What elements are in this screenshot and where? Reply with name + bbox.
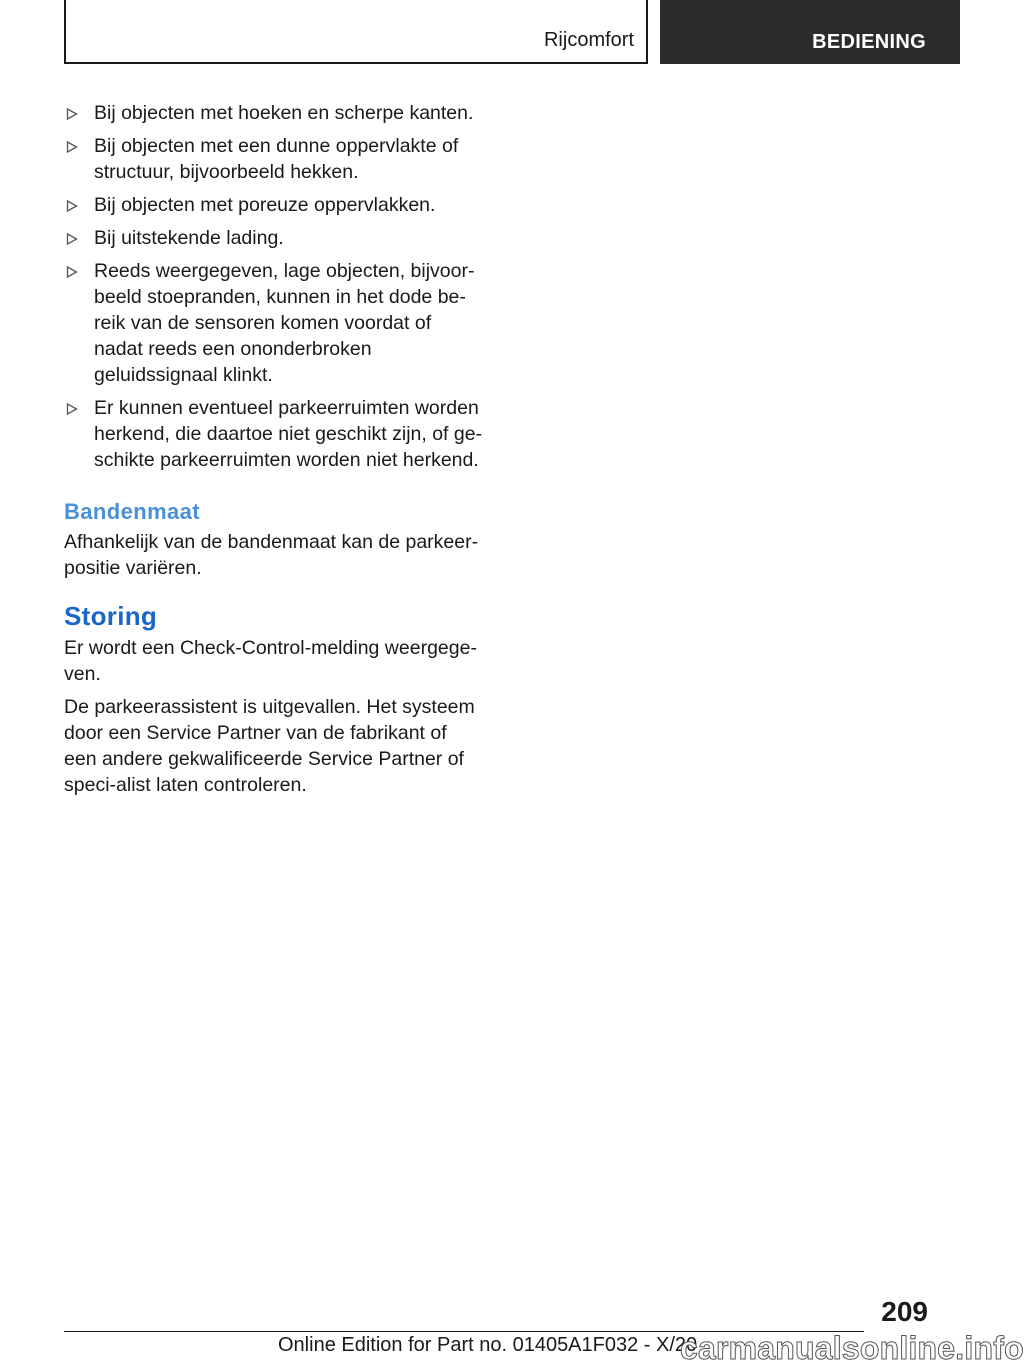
list-item-text: Reeds weergegeven, lage objecten, bijvoor-beeld stoepranden, kunnen in het dode be-reik van de sensoren komen voordat of nadat reeds een ononderbroken geluidssignaal klinkt. — [94, 260, 475, 386]
storing-heading: Storing — [64, 601, 158, 631]
storing-paragraph: Er wordt een Check-Control-melding weergege-ven. — [64, 637, 477, 685]
header-section-box — [64, 0, 648, 64]
list-item — [64, 225, 484, 251]
list-item-text: Bij uitstekende lading. — [94, 227, 284, 249]
list-item-text: Bij objecten met een dunne oppervlakte of structuur, bijvoorbeeld hekken. — [94, 135, 459, 183]
list-item-text: Er kunnen eventueel parkeerruimten worden herkend, die daartoe niet geschikt zijn, of ge-schikte parkeerruimten worden niet herkend. — [94, 397, 483, 471]
list-item — [64, 100, 484, 126]
list-item-text: Bij objecten met poreuze oppervlakken. — [94, 194, 436, 216]
list-item — [64, 133, 484, 185]
triangle-right-outline-icon — [66, 233, 78, 245]
bandenmaat-heading: Bandenmaat — [64, 499, 201, 524]
edition-text: Online Edition for Part no. 01405A1F032 - X/20 — [278, 1334, 698, 1356]
triangle-right-outline-icon — [66, 403, 78, 415]
bandenmaat-text: Afhankelijk van de bandenmaat kan de parkeer-positie variëren. — [64, 531, 479, 579]
chapter-title: BEDIENING — [812, 31, 926, 53]
watermark: carmanualsonline.info — [680, 1330, 1024, 1366]
limitations-list — [64, 100, 484, 473]
page-number: 209 — [881, 1296, 928, 1327]
list-item — [64, 192, 484, 218]
storing-paragraph: De parkeerassistent is uitgevallen. Het systeem door een Service Partner van de fabrikant of een andere gekwalificeerde Service Partner of speci-alist laten controleren. — [64, 696, 475, 796]
triangle-right-outline-icon — [66, 200, 78, 212]
main-content — [64, 100, 484, 805]
list-item-text: Bij objecten met hoeken en scherpe kanten. — [94, 102, 474, 124]
list-item — [64, 258, 484, 388]
section-title: Rijcomfort — [543, 29, 634, 51]
triangle-right-outline-icon — [66, 108, 78, 120]
triangle-right-outline-icon — [66, 141, 78, 153]
triangle-right-outline-icon — [66, 266, 78, 278]
list-item — [64, 395, 484, 473]
chapter-tab — [660, 0, 960, 64]
